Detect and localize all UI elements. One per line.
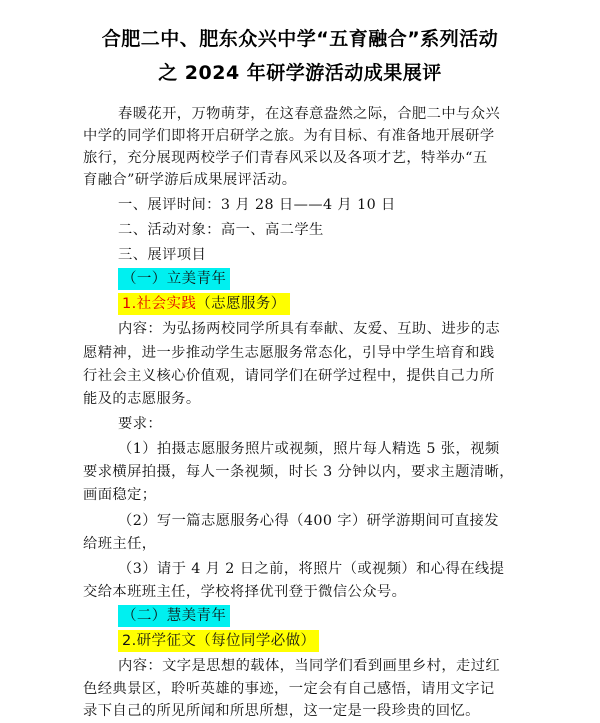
section-1-content-line-3: 行社会主义核心价值观，请同学们在研学过程中，提供自己力所 [83,368,495,384]
req-2-line-1: （2）写一篇志愿服务心得（400 字）研学游期间可直接发 [118,513,499,529]
section-1-sub-rest: （志愿服务） [196,296,286,312]
req-3-line-2: 交给本班班主任，学校将择优刊登于微信公众号。 [83,584,407,600]
item-exhibition-time: 一、展评时间：3 月 28 日——4 月 10 日 [118,197,396,213]
section-1-content-line-2: 愿精神，进一步推动学生志愿服务常态化，引导中学生培育和践 [83,345,495,361]
req-1-line-2: 要求横屏拍摄，每人一条视频，时长 3 分钟以内，要求主题清晰， [83,464,514,480]
section-1-heading-text: （一）立美青年 [118,268,230,290]
section-2-subheading-text: 2.研学征文（每位同学必做） [118,630,319,652]
section-2-subheading [118,630,319,652]
intro-line-4: 育融合”研学游后成果展评活动。 [83,172,297,188]
item-projects: 三、展评项目 [118,247,207,263]
section-2-heading [118,605,230,627]
section-2-content-line-2: 色经典景区，聆听英雄的事迹，一定会有自己感悟，请用文字记 [83,681,495,697]
intro-line-3: 旅行，充分展现两校学子们青春风采以及各项才艺，特举办“五 [83,150,488,166]
requirements-label: 要求： [118,416,163,432]
req-3-line-1: （3）请于 4 月 2 日之前，将照片（或视频）和心得在线提 [118,561,505,577]
intro-line-1: 春暖花开，万物萌芽，在这春意盎然之际，合肥二中与众兴 [118,106,501,122]
section-1-subheading [118,293,290,315]
section-1-sub-number: 1. [122,296,137,312]
doc-title-line-1: 合肥二中、肥东众兴中学“五育融合”系列活动 [101,28,499,50]
doc-title-line-2: 之 2024 年研学游活动成果展评 [158,62,442,84]
section-1-heading [118,268,230,290]
item-participants: 二、活动对象：高一、高二学生 [118,222,324,238]
intro-line-2: 中学的同学们即将开启研学之旅。为有目标、有准备地开展研学 [83,128,495,144]
req-1-line-3: 画面稳定； [83,487,157,503]
req-2-line-2: 给班主任， [83,536,157,552]
section-2-heading-text: （二）慧美青年 [118,605,230,627]
section-2-content-line-1: 内容：文字是思想的载体，当同学们看到画里乡村，走过红 [118,658,501,674]
section-1-subheading-highlight [118,293,290,315]
section-1-content-line-4: 能及的志愿服务。 [83,391,201,407]
section-1-sub-red: 社会实践 [136,296,197,312]
req-1-line-1: （1）拍摄志愿服务照片或视频，照片每人精选 5 张，视频 [118,441,500,457]
section-2-content-line-3: 录下自己的所见所闻和所思所想，这一定是一段珍贵的回忆。 [83,703,480,719]
section-1-content-line-1: 内容：为弘扬两校同学所具有奉献、友爱、互助、进步的志 [118,321,501,337]
